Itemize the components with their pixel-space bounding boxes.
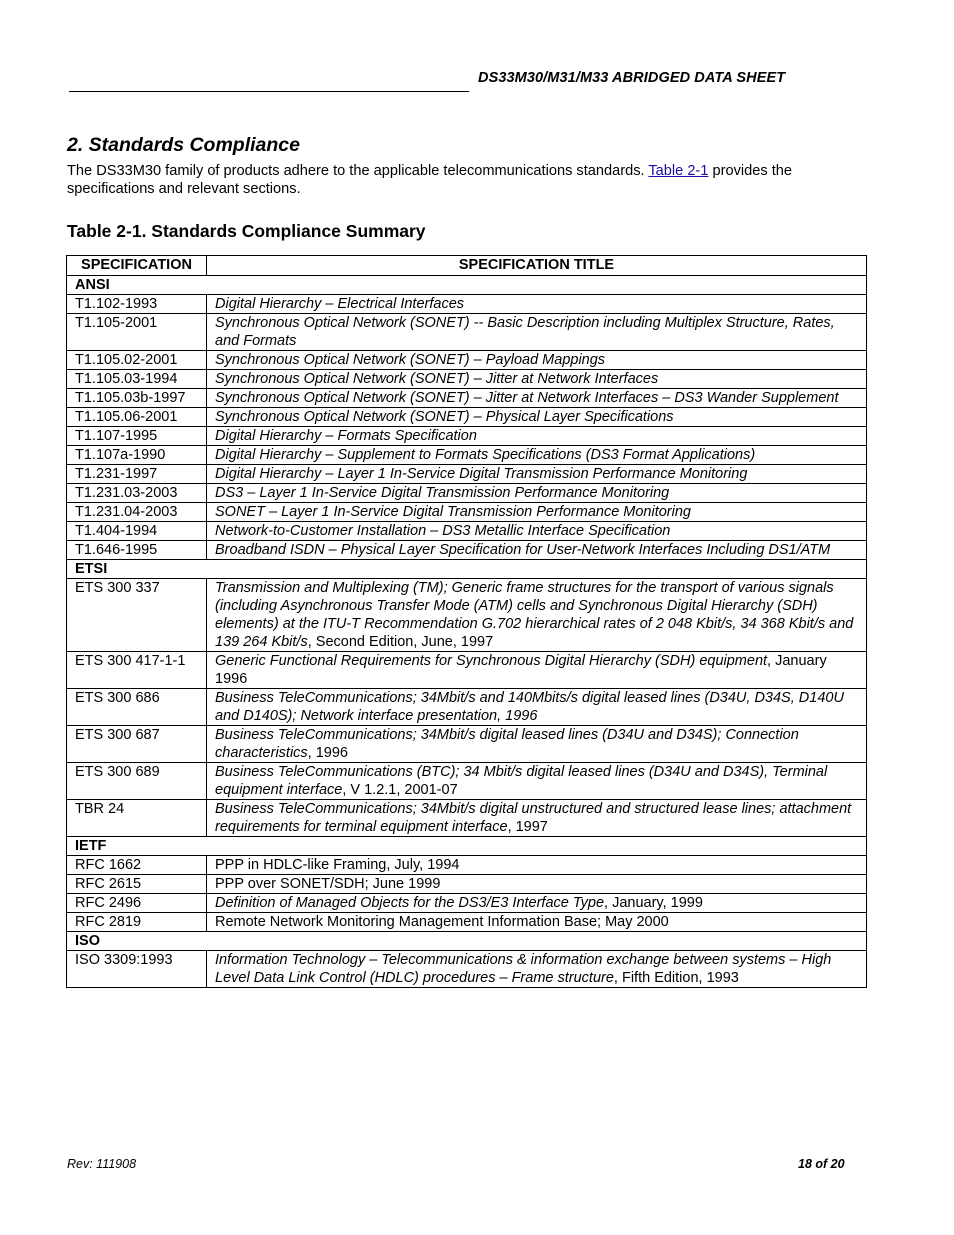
spec-title-plain: , January 1996 [215,653,827,687]
spec-title-italic: Digital Hierarchy – Electrical Interfaces [215,296,465,312]
table-2-1-link[interactable]: Table 2-1 [648,163,709,179]
spec-title-italic: Digital Hierarchy – Layer 1 In-Service Digital Transmission Performance Monitoring [215,466,748,482]
spec-title-cell [207,314,867,351]
header-rule [69,91,469,92]
spec-cell: T1.646-1995 [67,541,207,560]
footer-page-number: 18 of 20 [798,1157,845,1171]
spec-cell: RFC 2496 [67,894,207,913]
spec-cell: T1.231.03-2003 [67,484,207,503]
intro-paragraph [67,162,867,198]
spec-title-cell [207,800,867,837]
spec-title-italic: Synchronous Optical Network (SONET) – Jitter at Network Interfaces – DS3 Wander Supplement [215,390,839,406]
table-row [67,484,867,503]
spec-title-cell [207,913,867,932]
table-row [67,726,867,763]
spec-cell: T1.231.04-2003 [67,503,207,522]
table-body [67,276,867,988]
table-row [67,951,867,988]
spec-cell: T1.404-1994 [67,522,207,541]
spec-title-italic: Information Technology – Telecommunications & information exchange between systems – High Level Data Link Control (HDLC) procedures – Frame structure [215,952,832,986]
table-row [67,763,867,800]
spec-cell: RFC 1662 [67,856,207,875]
spec-title-plain: , January, 1999 [604,895,703,911]
spec-title-italic: SONET – Layer 1 In-Service Digital Transmission Performance Monitoring [215,504,691,520]
table-row [67,446,867,465]
table-row [67,351,867,370]
spec-title-cell [207,579,867,652]
spec-title-italic: Synchronous Optical Network (SONET) – Jitter at Network Interfaces [215,371,659,387]
spec-title-cell [207,951,867,988]
table-row [67,875,867,894]
spec-title-italic: Digital Hierarchy – Supplement to Formats Specifications (DS3 Format Applications) [215,447,756,463]
spec-title-italic: Synchronous Optical Network (SONET) – Physical Layer Specifications [215,409,674,425]
spec-cell: T1.105.06-2001 [67,408,207,427]
spec-cell: T1.107-1995 [67,427,207,446]
spec-title-italic: Synchronous Optical Network (SONET) – Payload Mappings [215,352,606,368]
spec-title-cell [207,503,867,522]
spec-title-cell [207,894,867,913]
spec-title-cell [207,541,867,560]
spec-cell: T1.231-1997 [67,465,207,484]
spec-title-plain: PPP in HDLC-like Framing, July, 1994 [215,857,460,873]
spec-title-cell [207,465,867,484]
spec-title-cell [207,295,867,314]
group-row [67,932,867,951]
table-row [67,503,867,522]
spec-cell: ETS 300 689 [67,763,207,800]
intro-text-start: The DS33M30 family of products adhere to the applicable telecommunications standards. [67,163,649,179]
intro-text-end: provides the specifications and relevant sections. [67,163,792,197]
spec-title-italic: Definition of Managed Objects for the DS3/E3 Interface Type [215,895,605,911]
group-row [67,276,867,295]
spec-cell: ETS 300 687 [67,726,207,763]
table-row [67,314,867,351]
group-label: ETSI [67,560,867,579]
spec-title-italic: Synchronous Optical Network (SONET) -- Basic Description including Multiplex Structure, Rates, and Formats [215,315,835,349]
spec-title-cell [207,427,867,446]
spec-cell: T1.105.03-1994 [67,370,207,389]
document-header-title: DS33M30/M31/M33 ABRIDGED DATA SHEET [478,70,786,86]
spec-cell: RFC 2615 [67,875,207,894]
spec-title-cell [207,856,867,875]
spec-title-italic: Digital Hierarchy – Formats Specification [215,428,477,444]
spec-cell: T1.107a-1990 [67,446,207,465]
spec-title-italic: Business TeleCommunications; 34Mbit/s digital unstructured and structured lease lines; attachment requirements for terminal equipment interface [215,801,852,835]
table-row [67,427,867,446]
table-row [67,389,867,408]
table-header-row [67,256,867,276]
spec-title-cell [207,408,867,427]
spec-title-italic: DS3 – Layer 1 In-Service Digital Transmission Performance Monitoring [215,485,670,501]
spec-title-cell [207,652,867,689]
spec-title-plain: Remote Network Monitoring Management Information Base; May 2000 [215,914,669,930]
spec-title-italic: Broadband ISDN – Physical Layer Specification for User-Network Interfaces Including DS1/ATM [215,542,831,558]
standards-compliance-table [66,255,867,988]
group-label: IETF [67,837,867,856]
group-label: ISO [67,932,867,951]
table-row [67,465,867,484]
spec-cell: ETS 300 337 [67,579,207,652]
spec-title-cell [207,875,867,894]
spec-title-italic: Transmission and Multiplexing (TM); Generic frame structures for the transport of various signals (including Asynchronous Transfer Mode (ATM) cells and Synchronous Digital Hierarchy (SDH) elements) at the ITU-T Recommendation G.702 hierarchical rates of 2 048 Kbit/s, 34 368 Kbit/s and 139 264 Kbit/s [215,580,854,650]
table-row [67,894,867,913]
spec-title-cell [207,446,867,465]
spec-title-plain: , 1997 [507,819,548,835]
spec-cell: T1.105.02-2001 [67,351,207,370]
header-specification-title: SPECIFICATION TITLE [207,256,867,276]
group-row [67,560,867,579]
spec-title-plain: , Fifth Edition, 1993 [613,970,739,986]
table-row [67,522,867,541]
spec-title-italic: Network-to-Customer Installation – DS3 Metallic Interface Specification [215,523,671,539]
spec-title-plain: , V 1.2.1, 2001-07 [342,782,458,798]
table-row [67,856,867,875]
spec-cell: RFC 2819 [67,913,207,932]
table-row [67,913,867,932]
table-row [67,408,867,427]
spec-title-italic: Generic Functional Requirements for Synchronous Digital Hierarchy (SDH) equipment [215,653,768,669]
table-row [67,541,867,560]
spec-title-cell [207,484,867,503]
table-row [67,689,867,726]
group-row [67,837,867,856]
spec-title-plain: PPP over SONET/SDH; June 1999 [215,876,441,892]
table-row [67,370,867,389]
table-row [67,800,867,837]
table-row [67,579,867,652]
spec-title-cell [207,370,867,389]
spec-cell: T1.105.03b-1997 [67,389,207,408]
group-label: ANSI [67,276,867,295]
footer-revision: Rev: 111908 [67,1157,137,1171]
spec-title-italic: Business TeleCommunications; 34Mbit/s and 140Mbits/s digital leased lines (D34U, D34S, D140U and D140S); Network interface presentation, 1996 [215,690,844,724]
spec-title-plain: , Second Edition, June, 1997 [307,634,494,650]
spec-cell: T1.105-2001 [67,314,207,351]
spec-title-italic: Business TeleCommunications (BTC); 34 Mbit/s digital leased lines (D34U and D34S), Terminal equipment interface [215,764,828,798]
spec-cell: ETS 300 686 [67,689,207,726]
header-specification: SPECIFICATION [67,256,207,276]
spec-cell: T1.102-1993 [67,295,207,314]
spec-title-plain: , 1996 [307,745,348,761]
spec-cell: ISO 3309:1993 [67,951,207,988]
spec-cell: ETS 300 417-1-1 [67,652,207,689]
spec-title-cell [207,763,867,800]
table-row [67,295,867,314]
spec-title-cell [207,689,867,726]
table-caption: Table 2-1. Standards Compliance Summary [67,221,426,241]
spec-title-cell [207,726,867,763]
table-row [67,652,867,689]
section-title: 2. Standards Compliance [67,134,300,156]
spec-title-cell [207,389,867,408]
spec-cell: TBR 24 [67,800,207,837]
spec-title-cell [207,351,867,370]
spec-title-cell [207,522,867,541]
spec-title-italic: Business TeleCommunications; 34Mbit/s digital leased lines (D34U and D34S); Connection characteristics [215,727,799,761]
